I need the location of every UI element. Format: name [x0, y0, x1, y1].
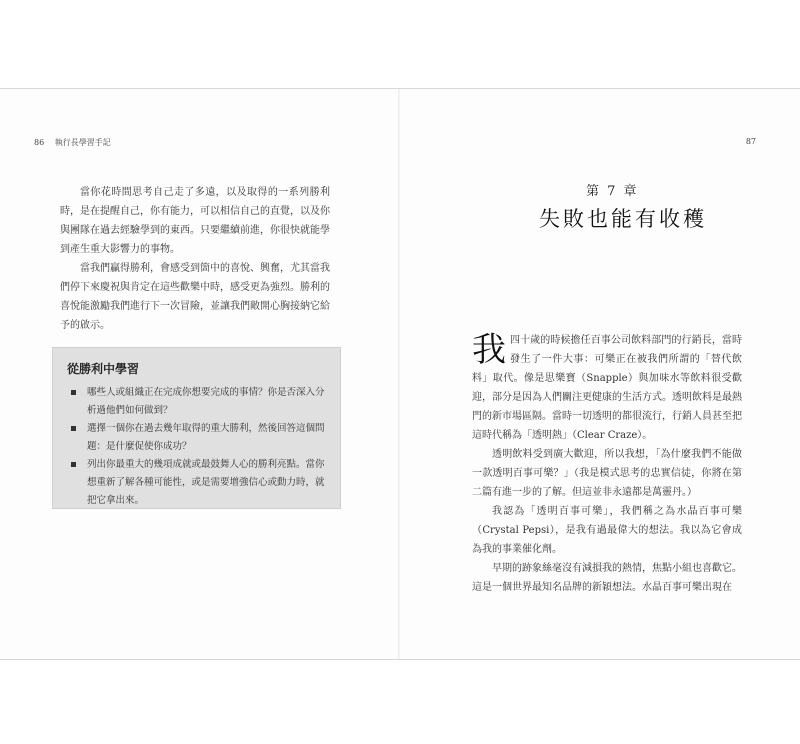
left-paragraph-2: 當我們贏得勝利，會感受到箇中的喜悅、興奮，尤其當我們停下來慶祝與肯定在這些歡樂中時，感受更為強烈。勝利的喜悅能激勵我們進行下一次冒險，並讓我們敞開心胸接納它給予的啟示。 — [60, 263, 330, 331]
learning-box — [52, 347, 341, 509]
box-list-item: 列出你最重大的幾項成就或最鼓舞人心的勝利亮點。當你想重新了解各種可能性，或是需要增強信心或動力時，就把它拿出來。 — [69, 456, 329, 510]
right-page — [400, 89, 800, 659]
square-bullet-icon — [71, 426, 76, 431]
right-page-number: 87 — [745, 137, 756, 146]
right-paragraph-4: 早期的跡象絲毫沒有減損我的熱情，焦點小組也喜歡它。這是一個世界最知名品牌的新穎想法。水晶百事可樂出現在 — [472, 563, 742, 593]
box-title: 從勝利中學習 — [67, 362, 140, 376]
chapter-label: 第 7 章 — [586, 184, 639, 199]
left-body-text — [60, 183, 330, 335]
running-title: 執行長學習手記 — [54, 138, 111, 147]
square-bullet-icon — [71, 390, 76, 395]
right-paragraph-2: 透明飲料受到廣大歡迎，所以我想，「為什麼我們不能做一款透明百事可樂？」（我是模式思考的忠實信徒，你將在第二篇有進一步的了解。但這並非永遠都是萬靈丹。） — [472, 449, 742, 498]
chapter-title: 失敗也能有收穫 — [539, 207, 707, 231]
left-page-number: 86 — [34, 138, 45, 147]
right-paragraph-1: 我四十歲的時候擔任百事公司飲料部門的行銷長，當時發生了一件大事：可樂正在被我們所謂的「替代飲料」取代。像是思樂寶（Snapple）與加味水等飲料很受歡迎，部分是因為人們關注更健康的生活方式。透明飲料是最熱門的新市場區隔。當時一切透明的都很流行，行銷人員甚至把這時代稱為「透明熱」（Clear Craze）。 — [472, 330, 742, 441]
left-running-head — [34, 137, 111, 148]
box-list-item: 選擇一個你在過去幾年取得的重大勝利，然後回答這個問題：是什麼促使你成功？ — [69, 420, 329, 456]
box-list — [69, 384, 329, 510]
book-spread — [0, 88, 800, 660]
drop-cap: 我 — [472, 330, 506, 370]
left-page — [0, 89, 398, 659]
box-list-item: 哪些人或組織正在完成你想要完成的事情？你是否深入分析過他們如何做到？ — [69, 384, 329, 420]
left-paragraph-1: 當你花時間思考自己走了多遠，以及取得的一系列勝利時，是在提醒自己，你有能力，可以相信自己的直覺，以及你與團隊在過去經驗學到的東西。只要繼續前進，你很快就能學到產生重大影響力的事物。 — [60, 187, 330, 255]
right-body-text — [472, 331, 742, 597]
square-bullet-icon — [71, 462, 76, 467]
right-paragraph-3: 我認為「透明百事可樂」，我們稱之為水晶百事可樂（Crystal Pepsi），是我有過最偉大的想法。我以為它會成為我的事業催化劑。 — [472, 506, 742, 555]
